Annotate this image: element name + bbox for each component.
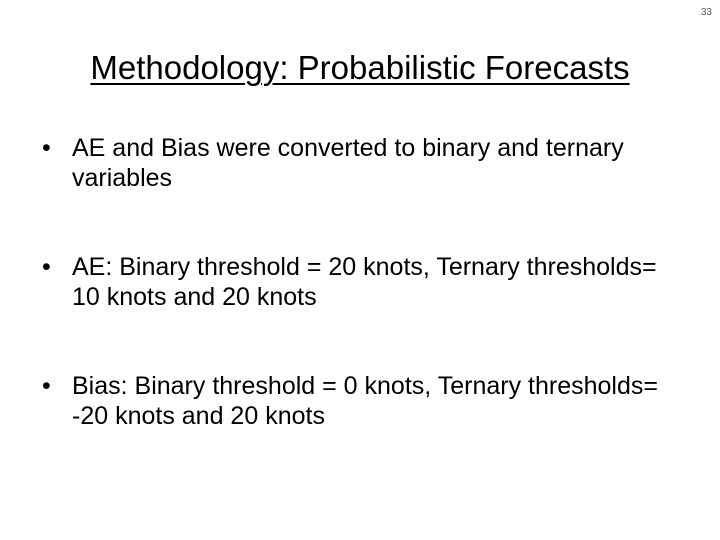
bullet-item: [40, 252, 680, 312]
bullet-text: Bias: Binary threshold = 0 knots, Ternary thresholds= -20 knots and 20 knots: [72, 372, 658, 430]
bullet-list: [40, 133, 680, 490]
slide-number: 33: [700, 7, 712, 18]
slide-title: [0, 48, 720, 88]
bullet-item: [40, 133, 680, 193]
slide-title-text: Methodology: Probabilistic Forecasts: [90, 49, 630, 86]
bullet-dot: •: [42, 253, 51, 281]
bullet-text: AE and Bias were converted to binary and ternary variables: [72, 134, 624, 192]
bullet-item: [40, 371, 680, 431]
bullet-dot: •: [42, 134, 51, 162]
bullet-text: AE: Binary threshold = 20 knots, Ternary thresholds= 10 knots and 20 knots: [72, 253, 657, 311]
bullet-dot: •: [42, 372, 51, 400]
